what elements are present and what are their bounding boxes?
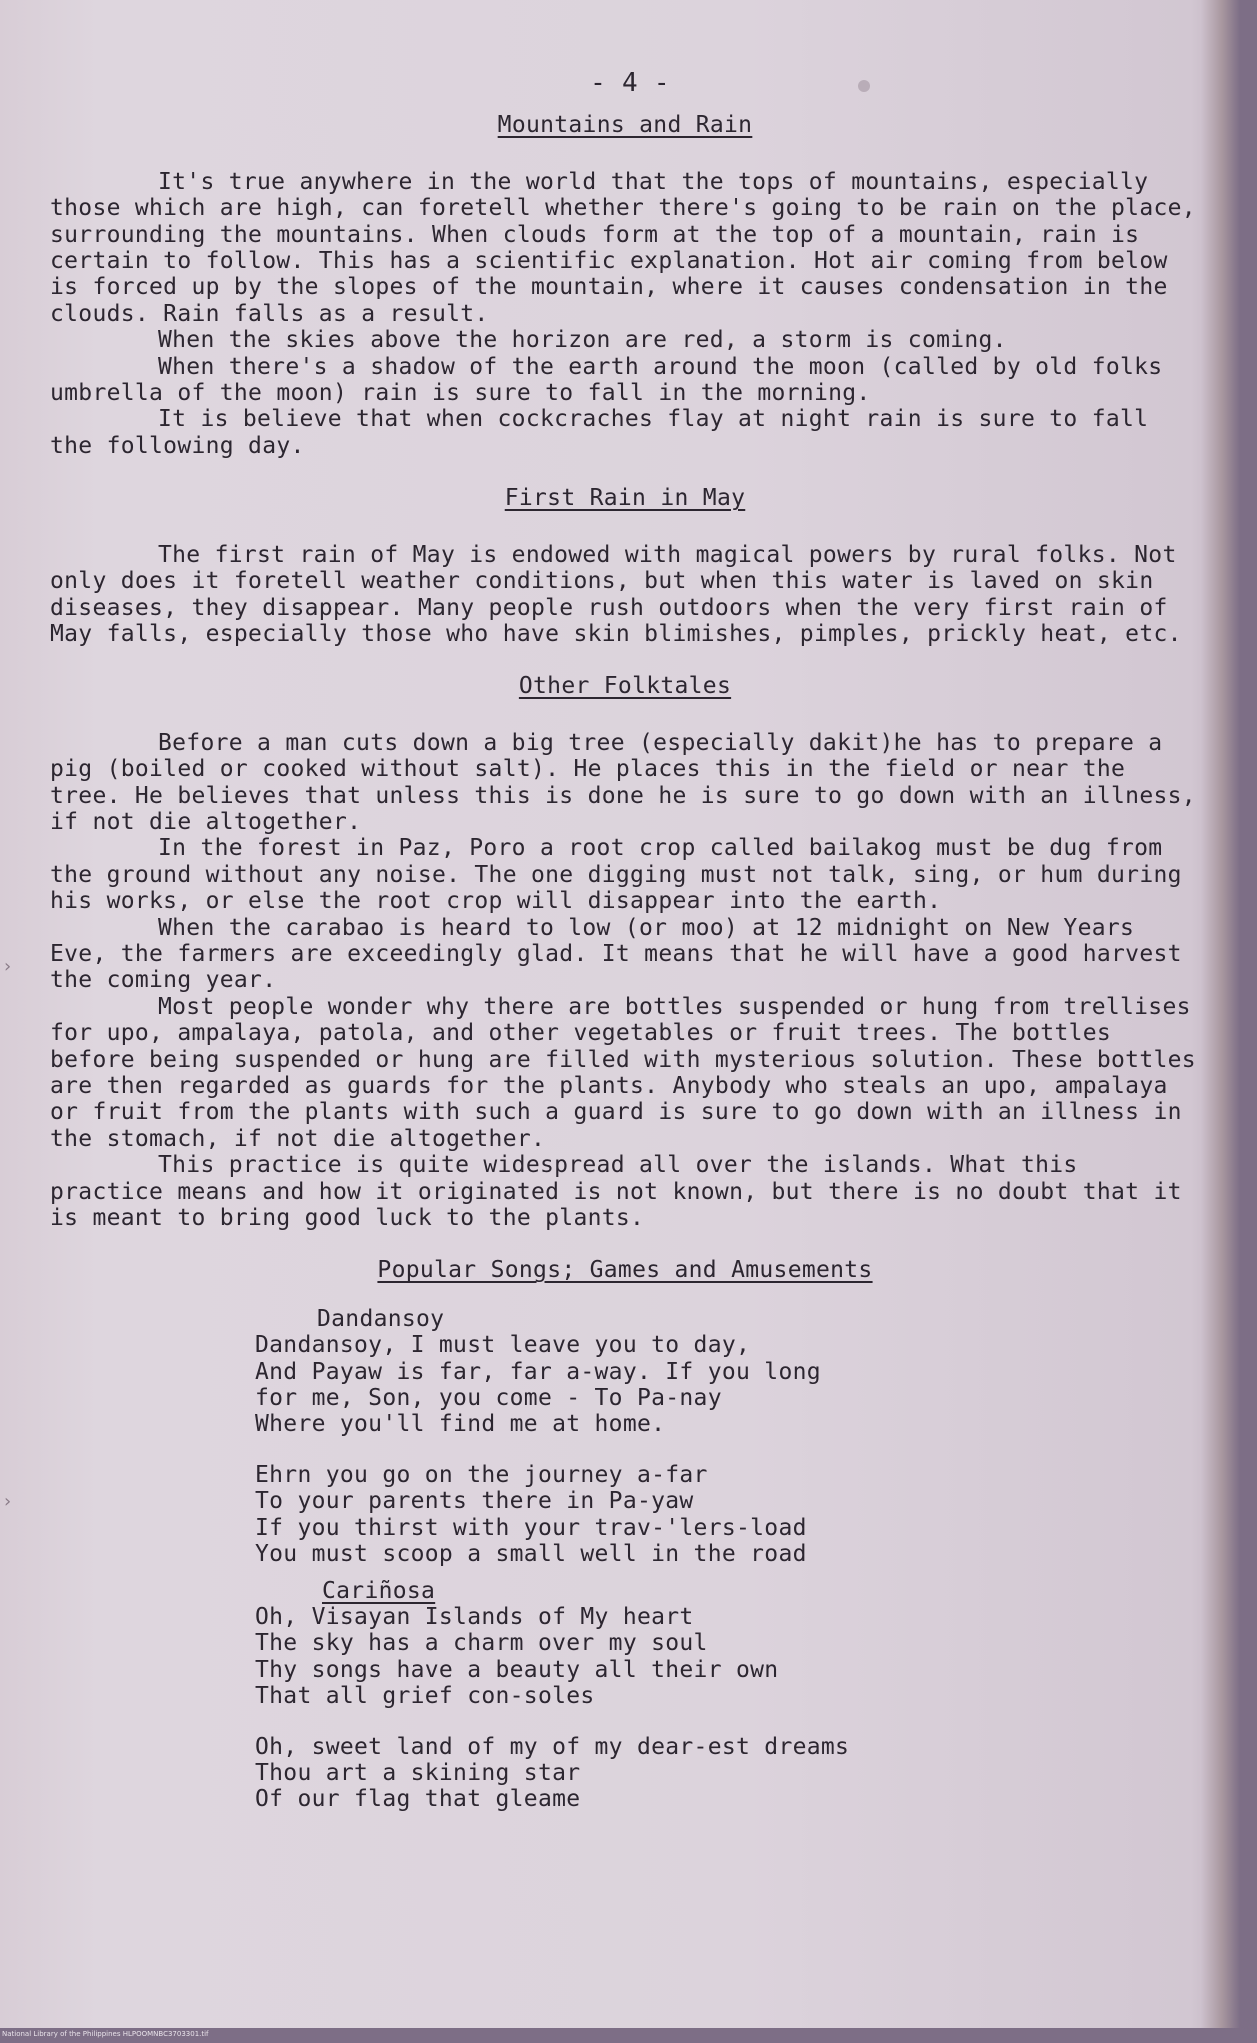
paragraph: This practice is quite widespread all over the islands. What this practice means and how it originated is not known, but there is no doubt that it is meant to bring good luck to the plants. [50, 1152, 1182, 1232]
lyric-line: Oh, sweet land of my of my dear-est dreams [255, 1733, 850, 1760]
section-body [50, 542, 1200, 648]
lyric-line: That all grief con-soles [255, 1683, 595, 1710]
section-heading: Popular Songs; Games and Amusements [377, 1257, 873, 1284]
paragraph: In the forest in Paz, Poro a root crop called bailakog must be dug from the ground without any noise. The one digging must not talk, sing, or hum during his works, or else the root crop will disappear into the earth. [50, 835, 1182, 915]
margin-mark: › [2, 956, 13, 977]
lyric-line: for me, Son, you come - To Pa-nay [255, 1385, 722, 1412]
stanza [255, 1734, 1200, 1813]
paragraph: Most people wonder why there are bottles suspended or hung from trellises for upo, ampalaya, patola, and other vegetables or fruit trees. The bottles before being suspended or hung are filled with mysterious solution. These bottles are then regarded as guards for the plants. Anybody who steals an upo, ampalaya or fruit from the plants with such a guard is sure to go down with an illness in the stomach, if not die altogether. [50, 993, 1196, 1152]
song-title: Dandansoy [317, 1305, 445, 1332]
song-lyrics [255, 1332, 1200, 1567]
typed-text [50, 70, 1200, 1837]
lyric-line: If you thirst with your trav-'lers-load [255, 1514, 807, 1541]
lyric-line: To your parents there in Pa-yaw [255, 1488, 694, 1515]
section-body [50, 730, 1200, 1232]
paragraph: It's true anywhere in the world that the tops of mountains, especially those which are high, can foretell whether there's going to be rain on the place, surrounding the mountains. When clouds form at the top of a mountain, rain is certain to follow. This has a scientific explanation. Hot air coming from below is forced up by the slopes of the mountain, where it causes condensation in the clouds. Rain falls as a result. [50, 168, 1196, 327]
lyric-line: Dandansoy, I must leave you to day, [255, 1332, 751, 1359]
lyric-line: Where you'll find me at home. [255, 1411, 666, 1438]
paragraph: The first rain of May is endowed with magical powers by rural folks. Not only does it foretell weather conditions, but when this water is laved on skin diseases, they disappear. Many people rush outdoors when the very first rain of May falls, especially those who have skin blimishes, pimples, prickly heat, etc. [50, 541, 1182, 647]
paragraph: Before a man cuts down a big tree (especially dakit)he has to prepare a pig (boiled or cooked without salt). He places this in the field or near the tree. He believes that unless this is done he is sure to go down with an illness, if not die altogether. [50, 729, 1196, 835]
lyric-line: Oh, Visayan Islands of My heart [255, 1603, 694, 1630]
page-number: - 4 - [590, 68, 670, 98]
binding-shadow [1200, 0, 1240, 2028]
stanza [255, 1604, 1200, 1710]
paragraph: It is believe that when cockcraches flay at night rain is sure to fall the following day. [50, 406, 1149, 459]
lyric-line: The sky has a charm over my soul [255, 1630, 708, 1657]
paragraph: When there's a shadow of the earth around the moon (called by old folks umbrella of the moon) rain is sure to fall in the morning. [50, 353, 1163, 407]
section-heading: First Rain in May [504, 485, 746, 512]
lyric-line: Thy songs have a beauty all their own [255, 1656, 779, 1683]
lyric-line: Of our flag that gleame [255, 1786, 581, 1813]
section-body [50, 169, 1200, 459]
lyric-line: Ehrn you go on the journey a-far [255, 1461, 708, 1488]
section-heading: Mountains and Rain [497, 112, 753, 139]
lyric-line: You must scoop a small well in the road [255, 1541, 807, 1568]
paragraph: When the skies above the horizon are red, a storm is coming. [158, 327, 1007, 354]
archive-footer: National Library of the Philippines HLPOOMNBC3703301.tif [2, 2030, 209, 2038]
stanza [255, 1332, 1200, 1438]
stanza [255, 1462, 1200, 1568]
song-lyrics [255, 1604, 1200, 1813]
margin-mark: › [2, 1491, 13, 1512]
song-title: Cariñosa [322, 1577, 436, 1604]
paragraph: When the carabao is heard to low (or moo) at 12 midnight on New Years Eve, the farmers are exceedingly glad. It means that he will have a good harvest the coming year. [50, 914, 1182, 994]
lyric-line: And Payaw is far, far a-way. If you long [255, 1358, 821, 1385]
lyric-line: Thou art a skining star [255, 1759, 581, 1786]
section-heading: Other Folktales [518, 673, 732, 700]
